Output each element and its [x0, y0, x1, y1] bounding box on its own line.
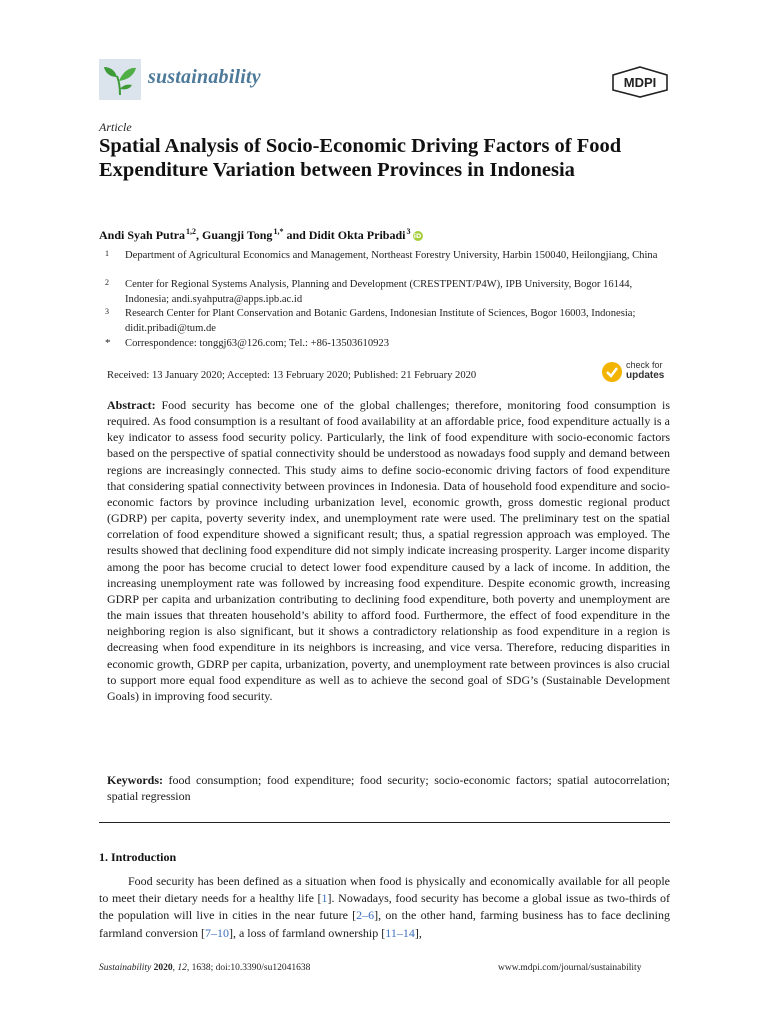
footer-volume: 12	[177, 963, 187, 973]
publisher-name: MDPI	[623, 75, 657, 90]
intro-text: ]. Nowadays, food security has become a global issue as two-thirds of the population will live in cities in the near future [	[99, 891, 670, 923]
journal-logo	[99, 59, 141, 100]
affiliation-text: Center for Regional Systems Analysis, Planning and Development (CRESTPENT/P4W), IPB University, Bogor 16144, Indonesia; andi.syahputra@apps.ipb.ac.id	[125, 279, 633, 305]
section-heading: 1. Introduction	[99, 850, 177, 864]
footer-year: 2020	[153, 963, 173, 973]
check-for-updates-icon	[601, 361, 623, 383]
journal-name: sustainability	[148, 66, 261, 88]
affiliation-marker: 1	[105, 249, 109, 258]
section-divider	[99, 822, 670, 823]
intro-text: ], a loss of farmland ownership [	[228, 925, 386, 940]
introduction-paragraph	[99, 873, 670, 942]
author-affiliation-marker: 1,*	[273, 227, 284, 236]
article-type: Article	[99, 120, 132, 134]
footer-doi: , 1638; doi:10.3390/su12041638	[186, 963, 311, 973]
author-separator: and	[283, 228, 309, 242]
abstract-text: Food security has become one of the global challenges; therefore, monitoring food consumption is required. As food consumption is a resultant of food availability at an affordable price, food expenditure actually is a key indicator to assess food security policy. Particularly, the link of food expenditure with socio-economic factors based on the perspective of spatial connectivity should be understood as nowadays food supply and demand between regions are increasingly connected. This study aims to define socio-economic driving factors of food expenditure that considering spatial connectivity between provinces in Indonesia. Data of household food expenditure and socio-economic factors by province including urbanization level, economic growth, gross domestic regional product (GDRP) per capita, poverty severity index, and unemployment rate were used. The preliminary test on the spatial correlation of food expenditure showed a significant result; thus, a spatial regression approach was employed. The results showed that declining food expenditure did not simply indicate increasing prosperity. Larger income disparity among the poor has become crucial to detect lower food expenditure caused by a lack of income. In addition, the increasing unemployment rate was followed by increasing food expenditure. Despite economic growth, increasing GDRP per capita and urbanization contributing to declining food expenditure, both poverty and unemployment are the main issues that threaten household’s ability to afford food. Furthermore, the effect of food expenditure in the neighboring region is also significant, but it shows a contradictory relationship as food expenditure in a region is decreasing when food expenditure in its neighbors is increasing, and vice versa. Therefore, reducing disparities in economic growth, GDRP per capita, urbanization, poverty, and unemployment rate between provinces is also crucial to support more equal food expenditure as well as to achieve the second goal of SDG’s (Sustainable Development Goals) in improving food security.	[107, 398, 671, 703]
citation-link[interactable]: 7–10	[204, 925, 229, 940]
footer-journal: Sustainability	[99, 963, 152, 973]
check-updates-line2: updates	[626, 370, 665, 381]
affiliation-marker: 3	[105, 307, 109, 316]
paper-title: Spatial Analysis of Socio-Economic Driving Factors of Food Expenditure Variation between Provinces in Indonesia	[99, 135, 622, 181]
check-for-updates-button[interactable]	[601, 359, 673, 385]
author-name: Andi Syah Putra	[99, 228, 186, 242]
abstract-label: Abstract:	[107, 398, 156, 412]
keywords	[107, 772, 670, 804]
affiliation-text: Department of Agricultural Economics and Management, Northeast Forestry University, Harbin 150040, Heilongjiang, China	[125, 250, 658, 261]
intro-text: Food security has been defined as a situation when food is physically and economically available for all people to meet their dietary needs for a healthy life [	[99, 874, 670, 906]
orcid-icon[interactable]: iD	[413, 232, 422, 240]
citation-link[interactable]: 2–6	[356, 908, 375, 923]
author-list	[99, 227, 423, 243]
correspondence-text: Correspondence: tonggj63@126.com; Tel.: +86-13503610923	[125, 338, 390, 349]
keywords-text: food consumption; food expenditure; food security; socio-economic factors; spatial autocorrelation; spatial regression	[107, 773, 670, 804]
publication-dates: Received: 13 January 2020; Accepted: 13 February 2020; Published: 21 February 2020	[107, 370, 477, 381]
check-updates-line1: check for	[626, 360, 663, 370]
abstract	[107, 397, 670, 704]
intro-text: ], on the other hand, farming business has to face declining farmland conversion [	[99, 908, 670, 940]
affiliation-marker: *	[105, 337, 111, 349]
affiliation-text: Research Center for Plant Conservation and Botanic Gardens, Indonesian Institute of Sciences, Bogor 16003, Indonesia; didit.pribadi@tum.de	[125, 308, 636, 334]
author-affiliation-marker: 1,2	[186, 227, 197, 236]
mdpi-logo	[611, 66, 669, 98]
author-name: Guangji Tong	[202, 228, 273, 242]
affiliation-marker: 2	[105, 278, 109, 287]
author-name: Didit Okta Pribadi	[308, 228, 406, 242]
footer-citation: Sustainability 2020, 12, 1638; doi:10.3390/su12041638	[99, 963, 311, 973]
leaf-icon	[99, 59, 141, 100]
keywords-label: Keywords:	[107, 773, 163, 787]
citation-link[interactable]: 11–14	[385, 925, 415, 940]
footer-url[interactable]: www.mdpi.com/journal/sustainability	[498, 963, 642, 973]
author-affiliation-marker: 3	[406, 227, 411, 236]
citation-link[interactable]: 1	[321, 891, 328, 906]
author-separator: ,	[196, 228, 203, 242]
intro-text: ],	[414, 925, 422, 940]
